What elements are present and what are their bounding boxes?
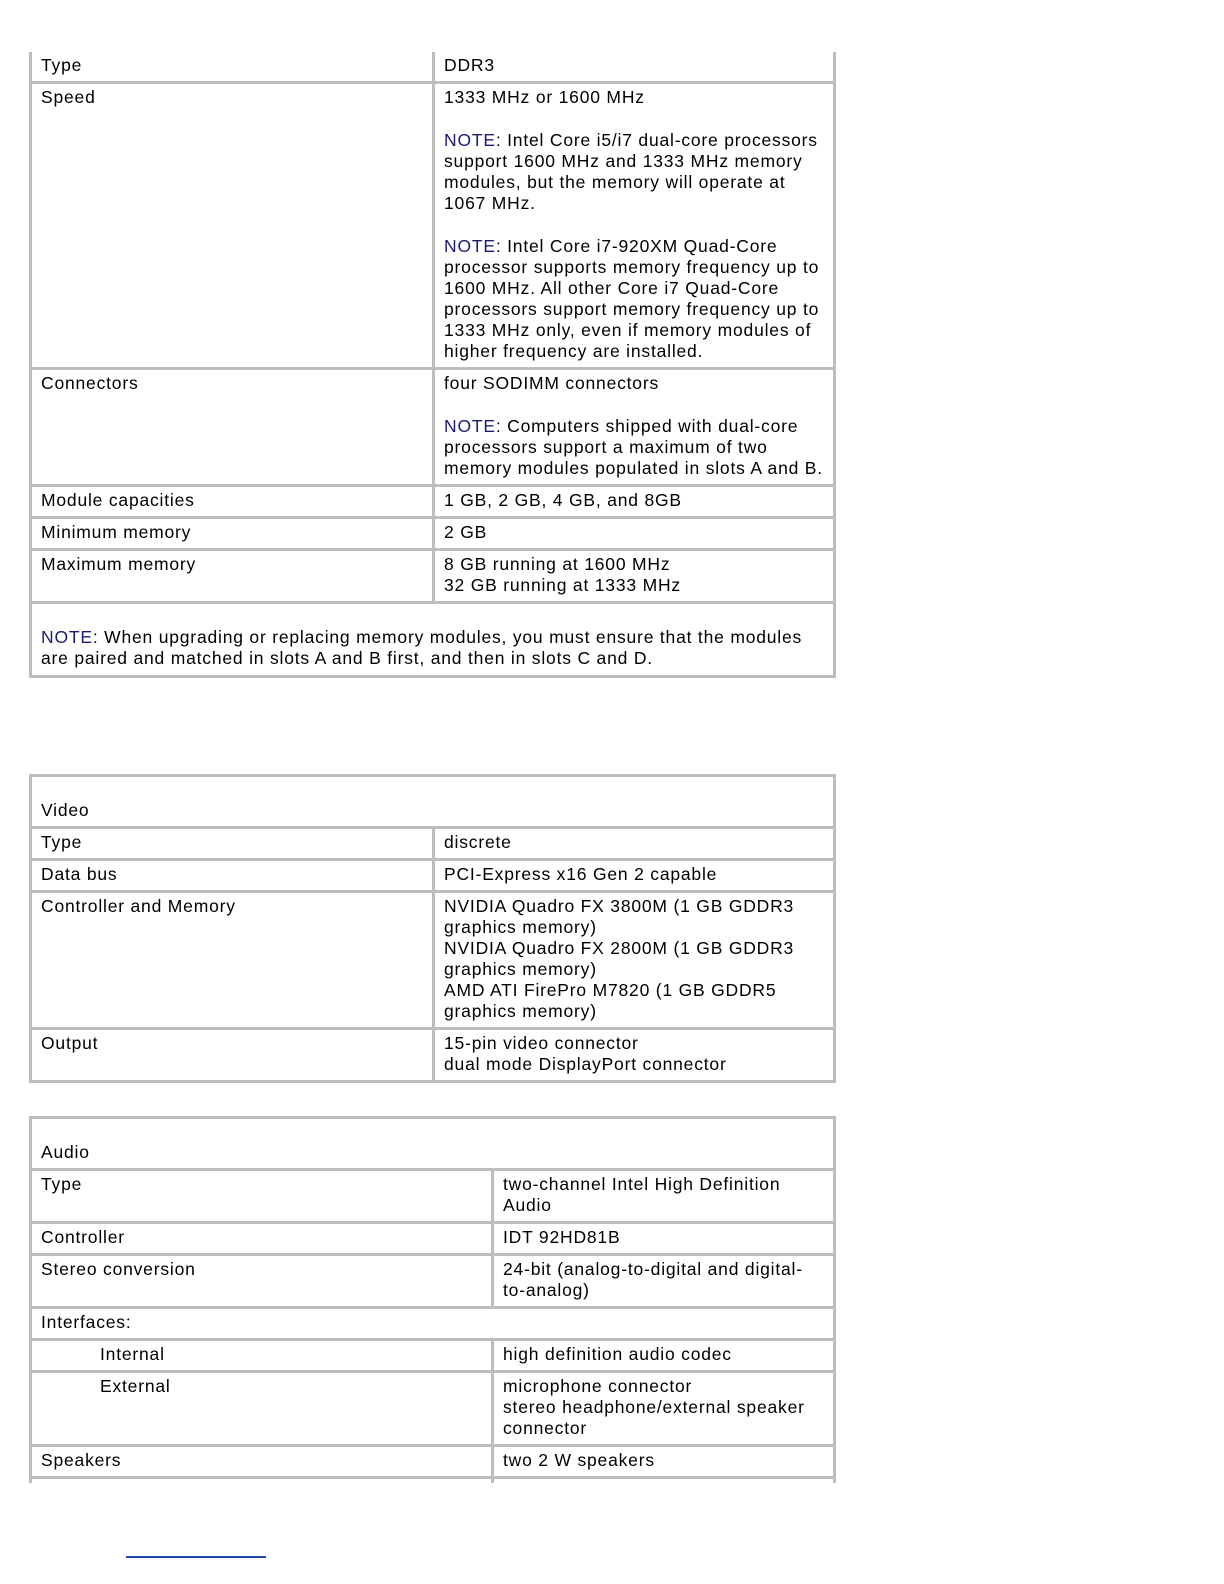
note-text: : Intel Core i5/i7 dual-core processors support 1600 MHz and 1333 MHz memory modules, but the memory will operate at 1067 MHz.: [444, 130, 818, 213]
video-controller-cell: [432, 890, 833, 1027]
video-type-label: Type: [32, 826, 432, 858]
video-output-label: Output: [32, 1027, 432, 1083]
table-row: [32, 1168, 833, 1221]
table-row: [32, 858, 833, 890]
memory-type-label: Type: [41, 55, 83, 75]
memory-speed-value: 1333 MHz or 1600 MHz: [444, 87, 645, 107]
memory-maximum-cell: [432, 548, 833, 601]
video-controller-line: NVIDIA Quadro FX 2800M (1 GB GDDR3 graphics memory): [444, 938, 795, 979]
table-row: [32, 826, 833, 858]
table-row: [32, 81, 833, 367]
audio-interfaces-label: Interfaces:: [32, 1306, 833, 1338]
note-text: : Intel Core i7-920XM Quad-Core processor supports memory frequency up to 1600 MHz. All other Core i7 Quad-Core processors support memory frequency up to 1333 MHz only, even if memory modules of higher frequency are installed.: [444, 236, 820, 361]
note-label: NOTE: [444, 416, 496, 436]
audio-external-label: External: [32, 1370, 491, 1444]
video-output-cell: [432, 1027, 833, 1083]
video-output-line: dual mode DisplayPort connector: [444, 1054, 727, 1074]
audio-speakers-value: two 2 W speakers: [491, 1444, 833, 1476]
table-row: [32, 1306, 833, 1338]
note-text: : Computers shipped with dual-core processors support a maximum of two memory modules populated in slots A and B.: [444, 416, 823, 478]
table-row: [32, 1370, 833, 1444]
table-cell-continued: [491, 1476, 833, 1483]
memory-speed-cell: [432, 81, 833, 367]
memory-maximum-label: Maximum memory: [32, 548, 432, 601]
audio-spec-table: [29, 1116, 836, 1483]
memory-connectors-value: four SODIMM connectors: [444, 373, 660, 393]
memory-minimum-value: 2 GB: [432, 516, 833, 548]
table-row: [32, 774, 833, 826]
table-row: [32, 601, 833, 678]
memory-minimum-label: Minimum memory: [32, 516, 432, 548]
note-label: NOTE: [444, 236, 496, 256]
memory-connectors-label: Connectors: [32, 367, 432, 484]
audio-controller-label: Controller: [32, 1221, 491, 1253]
note-label: NOTE: [444, 130, 496, 150]
audio-controller-value: IDT 92HD81B: [491, 1221, 833, 1253]
audio-stereo-value: 24-bit (analog-to-digital and digital-to-analog): [491, 1253, 833, 1306]
memory-capacities-label: Module capacities: [32, 484, 432, 516]
table-row: [32, 52, 833, 81]
table-row: [32, 548, 833, 601]
note: [444, 236, 824, 362]
table-row: [32, 484, 833, 516]
audio-internal-value: high definition audio codec: [491, 1338, 833, 1370]
table-row: [32, 516, 833, 548]
audio-external-line: stereo headphone/external speaker connector: [503, 1397, 805, 1438]
video-spec-table: [29, 774, 836, 1083]
memory-connectors-cell: [432, 367, 833, 484]
table-row: [32, 1476, 833, 1483]
audio-section-heading: Audio: [32, 1116, 833, 1168]
video-type-value: discrete: [432, 826, 833, 858]
audio-speakers-label: Speakers: [32, 1444, 491, 1476]
note-text: : When upgrading or replacing memory modules, you must ensure that the modules are paired and matched in slots A and B first, and then in slots C and D.: [41, 627, 803, 668]
note: [444, 416, 824, 479]
table-row: [32, 1253, 833, 1306]
audio-internal-label: Internal: [32, 1338, 491, 1370]
video-output-line: 15-pin video connector: [444, 1033, 639, 1053]
audio-external-cell: [491, 1370, 833, 1444]
audio-type-value: two-channel Intel High Definition Audio: [491, 1168, 833, 1221]
memory-speed-label: Speed: [32, 81, 432, 367]
table-row: [32, 1444, 833, 1476]
audio-external-line: microphone connector: [503, 1376, 693, 1396]
footer-link-rule[interactable]: [126, 1556, 266, 1558]
memory-footer-note: [32, 601, 833, 678]
memory-maximum-line: 32 GB running at 1333 MHz: [444, 575, 681, 595]
note-label: NOTE: [41, 627, 93, 647]
memory-maximum-line: 8 GB running at 1600 MHz: [444, 554, 671, 574]
memory-spec-table: [29, 52, 836, 678]
memory-capacities-value: 1 GB, 2 GB, 4 GB, and 8GB: [432, 484, 833, 516]
video-controller-label: Controller and Memory: [32, 890, 432, 1027]
video-section-heading: Video: [32, 774, 833, 826]
audio-stereo-label: Stereo conversion: [32, 1253, 491, 1306]
table-row: [32, 1221, 833, 1253]
video-controller-line: NVIDIA Quadro FX 3800M (1 GB GDDR3 graphics memory): [444, 896, 795, 937]
memory-type-value: DDR3: [432, 52, 833, 81]
table-row: [32, 1338, 833, 1370]
table-row: [32, 367, 833, 484]
table-row: [32, 890, 833, 1027]
table-row: [32, 1116, 833, 1168]
table-cell-continued: [32, 1476, 491, 1483]
audio-type-label: Type: [32, 1168, 491, 1221]
video-controller-line: AMD ATI FirePro M7820 (1 GB GDDR5 graphics memory): [444, 980, 777, 1021]
table-row: [32, 1027, 833, 1083]
video-bus-label: Data bus: [32, 858, 432, 890]
note: [444, 130, 824, 214]
video-bus-value: PCI-Express x16 Gen 2 capable: [432, 858, 833, 890]
